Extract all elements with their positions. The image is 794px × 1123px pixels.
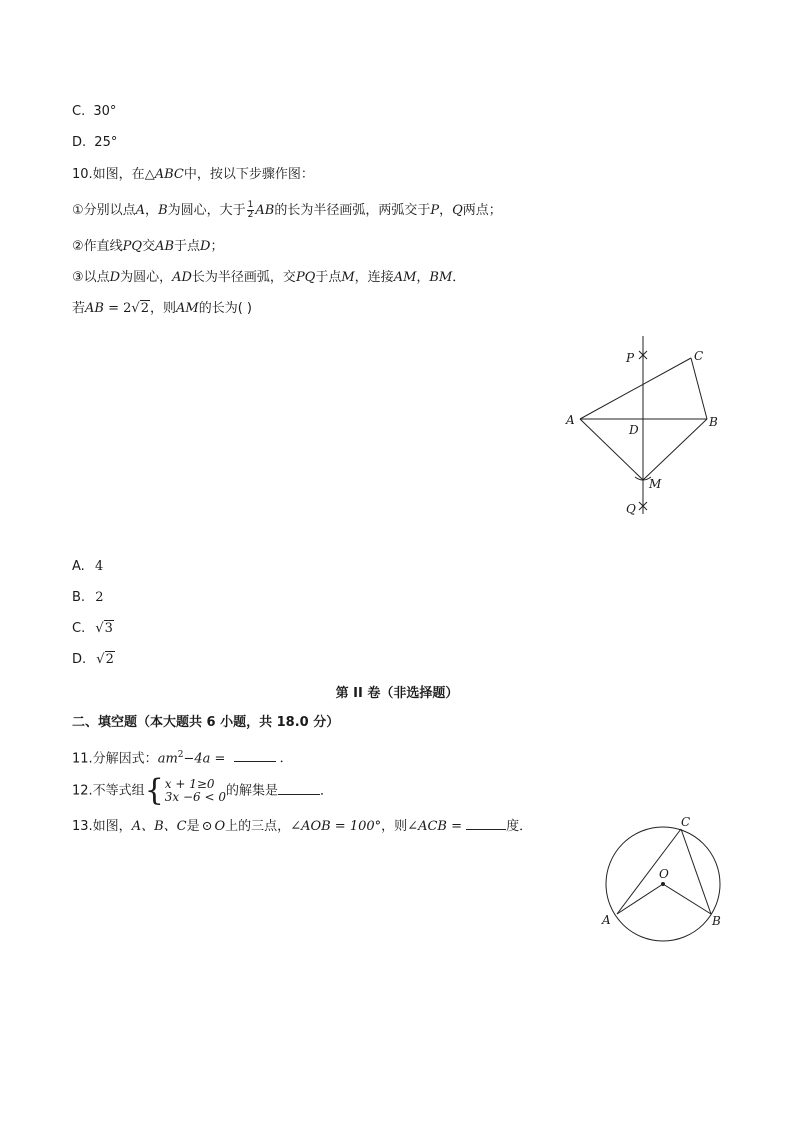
text: ③以点 — [72, 270, 110, 285]
option-text: 30° — [93, 104, 117, 119]
denominator: 2 — [247, 210, 254, 220]
math: BM — [429, 270, 453, 285]
label-a: A — [566, 413, 575, 427]
math: M — [341, 270, 355, 285]
math: ABC — [154, 167, 184, 182]
math: P — [430, 203, 440, 218]
section-title: 第 II 卷（非选择题） — [335, 686, 459, 701]
option-letter: C. — [72, 104, 86, 119]
text: 的长为半径画弧，两弧交于 — [274, 203, 431, 218]
math: D — [109, 270, 121, 285]
option-d — [72, 134, 117, 152]
option-letter: C. — [72, 621, 86, 636]
text: ， — [416, 270, 430, 285]
text: 13.如图， — [72, 819, 132, 834]
text: 于点 — [315, 270, 342, 285]
math: −4a — [183, 751, 211, 767]
label-q: Q — [626, 502, 636, 516]
text: 若 — [72, 301, 86, 316]
math: = — [210, 751, 230, 767]
option-c — [72, 620, 114, 638]
math: am — [157, 751, 178, 767]
sqrt: √2 — [96, 652, 114, 667]
question-10-step-2 — [72, 238, 224, 256]
text: 两点； — [462, 203, 502, 218]
triangle-symbol: △ — [144, 167, 155, 182]
inequality-row: x + 1≥0 — [164, 777, 215, 791]
text: ． — [320, 783, 334, 799]
question-12 — [72, 773, 334, 808]
option-d — [72, 651, 115, 669]
math: AM — [176, 301, 199, 316]
numerator: 1 — [247, 200, 254, 210]
inequality-row: 3x −6 < 0 — [164, 790, 227, 804]
math: PQ — [295, 270, 316, 285]
superscript: 2 — [177, 750, 184, 760]
text: ，连接 — [354, 270, 394, 285]
text: 的解集是 — [226, 783, 279, 799]
text: 上的三点， — [225, 819, 291, 834]
radicand: 2 — [140, 301, 149, 316]
math: A、B、C — [131, 819, 187, 834]
option-a — [72, 558, 103, 576]
label-b: B — [709, 415, 718, 429]
label-c: C — [694, 349, 704, 363]
math: Q — [452, 203, 463, 218]
math: PQ — [122, 239, 143, 254]
math: AB — [85, 301, 104, 316]
option-c — [72, 103, 116, 121]
question-11 — [72, 746, 293, 768]
answer-blank[interactable] — [278, 782, 320, 795]
text: ； — [210, 239, 224, 254]
text: 中，按以下步骤作图： — [183, 167, 314, 182]
text: ②作直线 — [72, 239, 123, 254]
text: 交 — [142, 239, 156, 254]
label-m: M — [649, 477, 662, 491]
math: = 2 — [103, 301, 132, 316]
sqrt: √3 — [95, 621, 113, 636]
math: ∠ACB = — [407, 819, 467, 834]
label-c: C — [681, 815, 691, 829]
math: AM — [393, 270, 417, 285]
question-10-given — [72, 300, 252, 318]
text: 11.分解因式： — [72, 751, 158, 767]
text: 于点 — [174, 239, 201, 254]
text: ，则 — [381, 819, 408, 834]
option-letter: A. — [72, 559, 85, 574]
text: 是 — [186, 819, 200, 834]
question-10-step-1 — [72, 201, 502, 220]
text: 长为半径画弧，交 — [191, 270, 296, 285]
question-10-step-3 — [72, 269, 465, 287]
text: 为圆心，大于 — [167, 203, 246, 218]
radicand: 3 — [104, 621, 113, 636]
answer-blank[interactable] — [234, 749, 276, 762]
part-heading: 二、填空题（本大题共 6 小题，共 18.0 分） — [72, 715, 340, 730]
question-13 — [72, 817, 532, 836]
fraction — [247, 201, 255, 220]
math: B — [158, 203, 168, 218]
question-13-figure — [595, 812, 730, 947]
option-letter: D. — [72, 135, 87, 150]
math: D — [200, 239, 211, 254]
label-d: D — [629, 423, 639, 437]
question-10-stem — [72, 166, 314, 184]
text: ． — [279, 751, 293, 767]
math: AB — [155, 239, 175, 254]
sqrt: √2 — [131, 301, 149, 316]
text: ， — [439, 203, 453, 218]
math: A — [135, 203, 146, 218]
math: AD — [172, 270, 192, 285]
text: ①分别以点 — [72, 203, 136, 218]
text: 度． — [506, 819, 533, 834]
text: ． — [452, 270, 466, 285]
option-text: 25° — [94, 135, 118, 150]
label-a: A — [602, 913, 611, 927]
circle-symbol: ⊙ — [201, 819, 213, 834]
question-10-figure — [560, 330, 730, 520]
option-text: 4 — [94, 559, 104, 574]
option-letter: B. — [72, 590, 86, 605]
inequality-system: { x + 1≥0 3x −6 < 0 — [144, 773, 227, 808]
option-b — [72, 589, 103, 607]
label-p: P — [626, 351, 635, 365]
math: ∠AOB = 100° — [290, 819, 382, 834]
math: O — [214, 819, 226, 834]
text: ， — [145, 203, 159, 218]
answer-blank[interactable] — [466, 817, 506, 830]
text: 为圆心， — [120, 270, 173, 285]
radicand: 2 — [105, 652, 114, 667]
option-text: 2 — [95, 590, 104, 605]
text: 12.不等式组 — [72, 783, 145, 799]
label-o: O — [659, 867, 669, 881]
text: 的长为( ) — [198, 301, 252, 316]
option-letter: D. — [72, 652, 87, 667]
text: 10.如图，在 — [72, 167, 145, 182]
math: AB — [255, 203, 275, 218]
label-b: B — [712, 914, 721, 928]
text: ，则 — [149, 301, 176, 316]
